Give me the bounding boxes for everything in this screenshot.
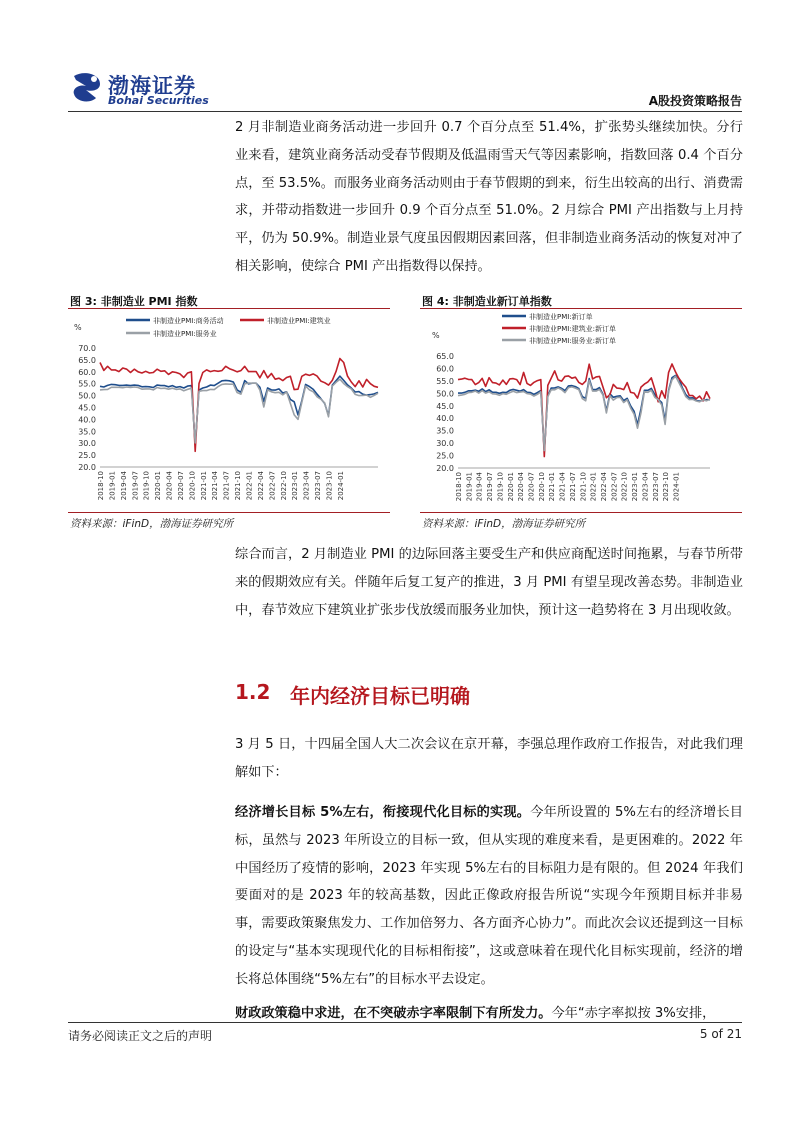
x-tick-label: 2023-10 [662,472,671,502]
y-tick-label: 25.0 [436,451,454,461]
x-tick-label: 2022-07 [268,471,277,501]
y-tick-label: 35.0 [78,427,96,437]
logo-chinese-name: 渤海证券 [108,74,196,98]
y-axis-unit: % [74,323,82,332]
x-tick-label: 2018-10 [455,472,463,502]
x-tick-label: 2021-10 [579,472,588,502]
x-tick-label: 2021-10 [234,471,243,501]
figure-4-top-rule [420,308,742,309]
y-tick-label: 25.0 [78,451,96,461]
y-tick-label: 30.0 [436,439,454,449]
x-tick-label: 2021-04 [211,471,220,501]
figure-4-bottom-rule [420,512,742,513]
y-tick-label: 60.0 [436,364,454,374]
figure-3-top-rule [68,308,390,309]
x-tick-label: 2020-01 [506,472,515,502]
figure-3-source: 资料来源：iFinD，渤海证券研究所 [70,518,234,530]
x-tick-label: 2019-07 [486,472,495,502]
page-number: 5 of 21 [699,1027,742,1041]
x-tick-label: 2020-07 [176,471,185,501]
x-tick-label: 2022-10 [279,471,288,501]
x-tick-label: 2023-07 [651,472,660,502]
paragraph-npc-intro: 3 月 5 日，十四届全国人大二次会议在京开幕，李强总理作政府工作报告，对此我们理解如下： [235,737,743,780]
y-tick-label: 40.0 [436,414,454,424]
figure-3-bottom-rule [68,512,390,513]
y-tick-label: 65.0 [78,355,96,365]
y-tick-label: 60.0 [78,367,96,377]
y-tick-label: 35.0 [436,426,454,436]
x-tick-label: 2020-04 [517,472,526,502]
fiscal-policy-text: 今年“赤字率拟按 3%安排， [551,1006,716,1021]
fiscal-policy-heading: 财政政策稳中求进，在不突破赤字率限制下有所发力。 [235,1006,552,1021]
y-tick-label: 30.0 [78,439,96,449]
x-tick-label: 2018-10 [97,471,105,501]
figure-4-title: 图 4: 非制造业新订单指数 [422,295,552,308]
x-tick-label: 2019-01 [465,472,474,502]
x-tick-label: 2020-01 [154,471,163,501]
x-tick-label: 2023-04 [641,472,650,502]
x-tick-label: 2019-04 [119,471,128,501]
series-line [458,376,710,450]
y-tick-label: 70.0 [78,344,96,353]
legend-label: 非制造业PMI:服务业 [153,330,217,338]
x-tick-label: 2022-04 [599,472,608,502]
y-tick-label: 20.0 [436,464,454,473]
x-tick-label: 2023-04 [302,471,311,501]
x-tick-label: 2020-04 [165,471,174,501]
x-tick-label: 2020-10 [537,472,546,502]
x-tick-label: 2019-10 [496,472,505,502]
figure-3-title: 图 3: 非制造业 PMI 指数 [70,295,198,308]
x-tick-label: 2019-01 [108,471,117,501]
y-tick-label: 65.0 [436,352,454,361]
series-line [100,359,378,452]
x-tick-label: 2023-01 [631,472,640,502]
y-tick-label: 50.0 [436,389,454,399]
y-tick-label: 45.0 [78,403,96,413]
y-axis-unit: % [432,331,440,340]
y-tick-label: 45.0 [436,401,454,411]
x-tick-label: 2021-07 [222,471,231,501]
x-tick-label: 2023-10 [325,471,334,501]
report-type: A股投资策略报告 [648,94,742,108]
legend-label: 非制造业PMI:新订单 [529,313,593,321]
x-tick-label: 2023-07 [314,471,323,501]
paragraph-growth-target [235,799,743,994]
x-tick-label: 2019-07 [131,471,140,501]
x-tick-label: 2019-04 [475,472,484,502]
x-tick-label: 2019-10 [142,471,151,501]
x-tick-label: 2024-01 [336,471,345,501]
bohai-logo-icon [70,70,104,104]
x-tick-label: 2020-07 [527,472,536,502]
legend-label: 非制造业PMI:服务业:新订单 [529,337,617,345]
figure-3-chart [68,310,390,510]
section-title: 年内经济目标已明确 [290,684,470,708]
paragraph-summary: 综合而言，2 月制造业 PMI 的边际回落主要受生产和供应商配送时间拖累，与春节所带来的假期效应有关。伴随年后复工复产的推进，3 月 PMI 有望呈现改善态势。非制造业中，春节效应下建筑业扩张步伐放缓而服务业加快，预计这一趋势将在 3 月出现收敛。 [235,547,743,618]
header-divider [68,111,742,112]
logo-english-name: Bohai Securities [108,94,209,107]
legend-label: 非制造业PMI:建筑业 [267,317,331,325]
footer-divider [68,1022,742,1023]
series-line [100,376,378,444]
x-tick-label: 2020-10 [188,471,197,501]
series-line [100,379,378,443]
x-tick-label: 2023-01 [291,471,300,501]
x-tick-label: 2021-01 [548,472,557,502]
x-tick-label: 2021-04 [558,472,567,502]
x-tick-label: 2022-01 [245,471,254,501]
paragraph-nonmanufacturing: 2 月非制造业商务活动进一步回升 0.7 个百分点至 51.4%，扩张势头继续加快。分行业来看，建筑业商务活动受春节假期及低温雨雪天气等因素影响，指数回落 0.4 个百分点，至 53.5%。而服务业商务活动则由于春节假期的到来，衍生出较高的出行、消费需求，并带动指数进一步回升 0.9 个百分点至 51.0%。2 月综合 PMI 产出指数与上月持平，仍为 50.9%。制造业景气度虽因假期因素回落，但非制造业商务活动的恢复对冲了相关影响，使综合 PMI 产出指数得以保持。 [235,120,743,274]
series-line [458,375,710,451]
legend-label: 非制造业PMI:建筑业:新订单 [529,325,617,333]
footer-disclaimer: 请务必阅读正文之后的声明 [68,1029,213,1043]
figure-4-source: 资料来源：iFinD，渤海证券研究所 [422,518,586,530]
x-tick-label: 2021-01 [199,471,208,501]
x-tick-label: 2024-01 [672,472,681,502]
growth-target-text: 今年所设置的 5%左右的经济增长目标，虽然与 2023 年所设立的目标一致，但从实现的难度来看，是更困难的。2022 年中国经历了疫情的影响，2023 年实现 5%左右的目标阻力是有限的。但 2024 年我们要面对的是 2023 年的较高基数，因此正像政府报告所说“实现今年预期目标并非易事，需要政策聚焦发力、工作加倍努力、各方面齐心协力”。而此次会议还提到这一目标的设定与“基本实现现代化的目标相衔接”，这或意味着在现代化目标实现前，经济的增长将总体围绕“5%左右”的目标水平去设定。 [235,805,743,987]
y-tick-label: 20.0 [78,463,96,472]
x-tick-label: 2022-07 [610,472,619,502]
y-tick-label: 50.0 [78,391,96,401]
y-tick-label: 40.0 [78,415,96,425]
section-number: 1.2 [235,680,271,704]
legend-label: 非制造业PMI:商务活动 [153,317,224,325]
x-tick-label: 2022-01 [589,472,598,502]
y-tick-label: 55.0 [436,376,454,386]
y-tick-label: 55.0 [78,379,96,389]
x-tick-label: 2021-07 [568,472,577,502]
figure-4-chart [420,310,742,510]
x-tick-label: 2022-10 [620,472,629,502]
growth-target-heading: 经济增长目标 5%左右，衔接现代化目标的实现。 [235,805,531,820]
x-tick-label: 2022-04 [256,471,265,501]
